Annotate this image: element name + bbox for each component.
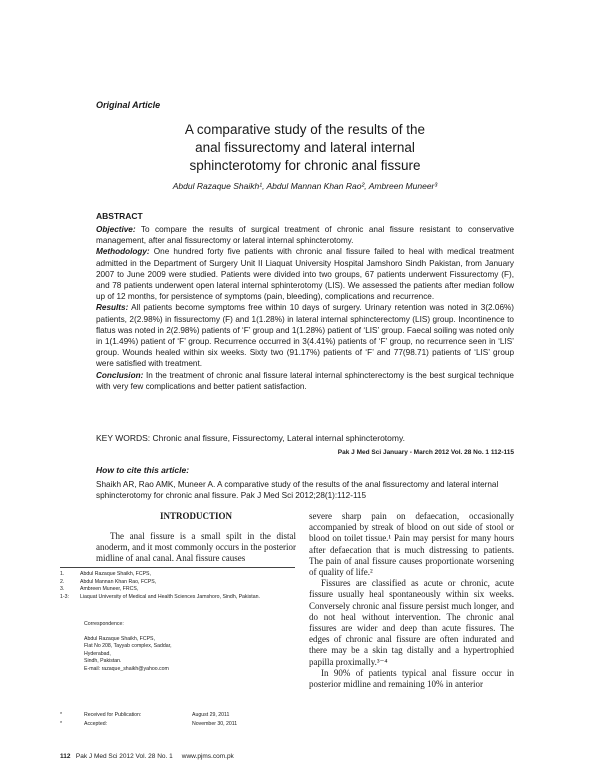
introduction-heading: INTRODUCTION: [159, 511, 232, 521]
correspondence-line: Abdul Razaque Shaikh, FCPS,: [84, 635, 155, 642]
footer-url[interactable]: www.pjms.com.pk: [181, 753, 234, 760]
accepted-date: November 30, 2011: [192, 720, 238, 727]
correspondence-heading: Correspondence:: [84, 621, 124, 627]
footer-journal: Pak J Med Sci 2012 Vol. 28 No. 1: [75, 753, 173, 760]
abstract-body: [96, 224, 514, 392]
received-row: [60, 711, 300, 720]
affiliation-number: 1-3:: [60, 593, 69, 600]
page-number: 112: [60, 753, 71, 760]
affiliation-number: 2.: [60, 578, 65, 585]
accepted-row: [60, 720, 300, 729]
introduction-text: The anal fissure is a small spilt in the distal anoderm, and it most commonly occurs in the posterior midline of anal canal. Anal fissure causes: [96, 531, 296, 564]
abstract-results: [96, 302, 514, 369]
publication-dates: [60, 711, 300, 728]
footnote-divider: [60, 567, 295, 568]
title-line-2: anal fissurectomy and lateral internal: [195, 140, 415, 155]
bullet-icon: *: [60, 712, 63, 718]
journal-reference: Pak J Med Sci January - March 2012 Vol. 28 No. 1 112-115: [337, 449, 514, 456]
affiliation-text: Abdul Razaque Shaikh, FCPS,: [80, 571, 151, 577]
affiliation-number: 3.: [60, 586, 65, 593]
affiliation-text: Ambreen Muneer, FRCS,: [80, 586, 139, 593]
results-label: Results:: [96, 303, 129, 313]
bullet-icon: *: [60, 720, 63, 727]
correspondence-block: [84, 621, 284, 674]
correspondence-line: Hyderabad,: [84, 650, 111, 657]
how-to-cite-heading: How to cite this article:: [96, 465, 190, 475]
abstract-methodology: [96, 246, 514, 302]
correspondence-email: E-mail: razaque_shaikh@yahoo.com: [84, 665, 169, 672]
citation-text: Shaikh AR, Rao AMK, Muneer A. A comparative study of the results of the anal fissurectomy and lateral internal sphincterotomy for chronic anal fissure. Pak J Med Sci 2012;28(1):112-115: [96, 480, 499, 501]
abstract-conclusion: [96, 370, 514, 392]
title-line-3: sphincterotomy for chronic anal fissure: [189, 158, 421, 173]
correspondence-line: Sindh, Pakistan.: [84, 658, 122, 665]
paragraph: severe sharp pain on defaecation, occasionally accompanied by streak of blood on out side of stool or blood on toilet tissue.¹ Pain may persist for many hours after defaecation that is much distressing to patients. The pain of anal fissure causes proportionate worsening of quality of life.²: [309, 511, 514, 578]
abstract-heading: ABSTRACT: [96, 211, 143, 221]
keywords: KEY WORDS: Chronic anal fissure, Fissurectomy, Lateral internal sphincterotomy.: [96, 433, 405, 443]
title-line-1: A comparative study of the results of the: [184, 122, 426, 137]
article-type-label: Original Article: [96, 100, 161, 110]
abstract-objective: [96, 224, 514, 246]
paragraph: Fissures are classified as acute or chronic, acute fissure usually heal spontaneously within six weeks. Conversely chronic anal fissure persist much longer, and do not heal without intervention. The chronic anal fissures are wider and deep than acute fissures. The edges of chronic anal fissure are often indurated and there may be a skin tag distally and a hypertrophied papilla proximally.³⁻⁴: [309, 578, 514, 667]
methodology-label: Methodology:: [96, 247, 150, 257]
conclusion-text: In the treatment of chronic anal fissure lateral internal sphincterectomy is the best surgical technique with very few complications and better patient satisfaction.: [96, 370, 514, 391]
affiliation-item: [60, 594, 300, 602]
objective-text: To compare the results of surgical treatment of chronic anal fissure resistant to conservative management, after anal fissurectomy or lateral internal sphincterotomy.: [96, 225, 514, 246]
affiliation-number: 1.: [60, 571, 65, 577]
affiliation-text: Abdul Mannan Khan Rao, FCPS,: [80, 578, 157, 585]
paragraph: In 90% of patients typical anal fissure occur in posterior midline and remaining 10% in anterior: [309, 667, 514, 690]
affiliation-item: [60, 579, 300, 587]
correspondence-line: Flat No 208, Tayyab complex, Saddar,: [84, 643, 172, 650]
affiliations-list: [60, 571, 300, 601]
results-text: All patients become symptoms free within 10 days of surgery. Urinary retention was noted in 3(2.06%) patients, 2(2.98%) in fissurectomy (F) and 1(1.28%) in lateral internal sphincterectomy (LIS) group. Incontinence to flatus was noted in 2(2.98%) patients of ‘F’ group and 1(1.28%) patient of ‘LIS’ group. Faecal soiling was noted only in 1(1.49%) patient of ‘F’ group. Recurrence occurred in 3(4.41%) patients of ‘F’ group, no recurrence seen in ‘LIS’ group. Wounds healed within six weeks. Sixty two (91.17%) patients of ‘F’ and 77(98.71) patients of ‘LIS’ group were satisfied with treatment.: [96, 303, 514, 369]
author-list: Abdul Razaque Shaikh¹, Abdul Mannan Khan Rao², Ambreen Muneer³: [172, 181, 438, 191]
affiliation-text: Liaquat University of Medical and Health Sciences Jamshoro, Sindh, Pakistan.: [80, 593, 260, 600]
right-column-text: [309, 511, 514, 690]
affiliation-item: [60, 586, 300, 594]
page-footer: [60, 753, 234, 760]
affiliation-item: [60, 571, 300, 579]
received-date: August 29, 2011: [192, 712, 230, 718]
received-label: Received for Publication:: [84, 712, 142, 718]
article-title: [140, 121, 470, 175]
accepted-label: Accepted:: [84, 720, 108, 727]
methodology-text: One hundred forty five patients with chronic anal fissure failed to heal with medical treatment admitted in the Department of Surgery Unit II Liaquat University Hospital Jamshoro Sindh Pakistan, from January 2007 to June 2009 were studied. Patients were divided into two groups, 67 patients underwent Fissurectomy (F), and 78 patients underwent open lateral internal sphinterotomy (LIS). We assessed the patients after median follow up of 12 months, for persistence of symptoms (pain, bleeding), complications and recurrence.: [96, 247, 514, 302]
objective-label: Objective:: [96, 225, 136, 234]
conclusion-label: Conclusion:: [96, 370, 144, 380]
